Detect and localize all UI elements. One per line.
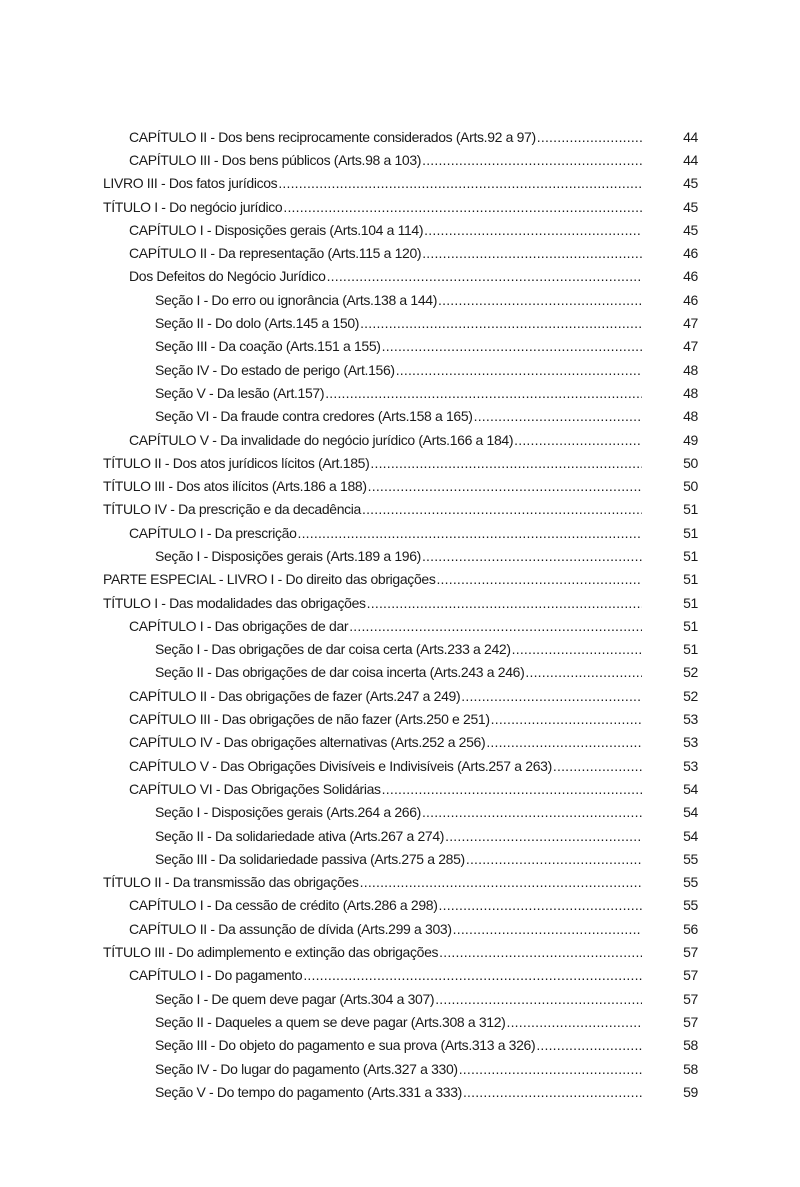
toc-entry-title-with-leader — [103, 362, 642, 378]
toc-entry-title-with-leader — [103, 268, 642, 284]
toc-entry — [103, 1034, 698, 1057]
toc-entry — [103, 661, 698, 684]
toc-entry-title-with-leader — [103, 944, 642, 960]
dot-leader — [327, 268, 642, 284]
toc-entry-title-with-leader — [103, 711, 642, 727]
toc-entry — [103, 917, 698, 940]
toc-entry — [103, 265, 698, 288]
toc-entry-title: Seção II - Do dolo (Arts.145 a 150) — [155, 315, 360, 332]
toc-entry — [103, 405, 698, 428]
toc-entry-page-number: 49 — [683, 431, 698, 448]
toc-entry-page-number: 54 — [683, 804, 698, 821]
toc-entry — [103, 731, 698, 754]
dot-leader — [514, 432, 642, 448]
dot-leader — [396, 362, 642, 378]
toc-entry — [103, 451, 698, 474]
dot-leader — [382, 781, 642, 797]
toc-entry-title: LIVRO III - Dos fatos jurídicos — [103, 175, 278, 192]
toc-entry — [103, 498, 698, 521]
toc-entry-title: CAPÍTULO III - Dos bens públicos (Arts.98 a 103) — [129, 151, 422, 168]
toc-entry-page-number: 45 — [683, 221, 698, 238]
dot-leader — [507, 1014, 643, 1030]
toc-entry-title-with-leader — [103, 688, 642, 704]
toc-entry-page-number: 44 — [683, 128, 698, 145]
toc-entry — [103, 172, 698, 195]
toc-entry — [103, 1057, 698, 1080]
dot-leader — [439, 944, 642, 960]
toc-entry-title-with-leader — [103, 408, 642, 424]
toc-entry-page-number: 58 — [683, 1060, 698, 1077]
toc-entry-title-with-leader — [103, 222, 642, 238]
toc-entry-title-with-leader — [103, 385, 642, 401]
toc-entry-title: CAPÍTULO II - Das obrigações de fazer (Arts.247 a 249) — [129, 687, 461, 704]
toc-entry-page-number: 53 — [683, 757, 698, 774]
toc-entry-title: TÍTULO I - Das modalidades das obrigações — [103, 594, 366, 611]
dot-leader — [435, 991, 642, 1007]
toc-entry-title-with-leader — [103, 921, 642, 937]
toc-entry-page-number: 46 — [683, 245, 698, 262]
toc-entry-page-number: 59 — [683, 1083, 698, 1100]
dot-leader — [553, 758, 642, 774]
dot-leader — [424, 222, 642, 238]
toc-entry-title-with-leader — [103, 571, 642, 587]
dot-leader — [445, 828, 642, 844]
toc-entry-title: TÍTULO II - Dos atos jurídicos lícitos (Art.185) — [103, 454, 370, 471]
toc-entry-title-with-leader — [103, 455, 642, 471]
dot-leader — [537, 129, 642, 145]
toc-entry — [103, 218, 698, 241]
toc-entry-title-with-leader — [103, 967, 642, 983]
toc-entry — [103, 568, 698, 591]
toc-entry-title-with-leader — [103, 245, 642, 261]
dot-leader — [463, 1084, 642, 1100]
toc-entry-title-with-leader — [103, 991, 642, 1007]
toc-entry-title: Seção V - Do tempo do pagamento (Arts.331 a 333) — [155, 1083, 462, 1100]
toc-entry-title-with-leader — [103, 1061, 642, 1077]
toc-entry — [103, 754, 698, 777]
toc-entry-page-number: 54 — [683, 827, 698, 844]
toc-entry-title: Seção I - De quem deve pagar (Arts.304 a 307) — [155, 990, 435, 1007]
toc-entry-page-number: 56 — [683, 920, 698, 937]
toc-entry-page-number: 54 — [683, 780, 698, 797]
toc-entry-title-with-leader — [103, 175, 642, 191]
toc-entry — [103, 940, 698, 963]
table-of-contents — [103, 125, 698, 1103]
dot-leader — [367, 595, 642, 611]
toc-entry — [103, 591, 698, 614]
toc-entry-title-with-leader — [103, 1037, 642, 1053]
toc-entry-title: CAPÍTULO I - Do pagamento — [129, 967, 303, 984]
toc-entry — [103, 777, 698, 800]
dot-leader — [303, 967, 642, 983]
toc-entry-page-number: 57 — [683, 990, 698, 1007]
toc-entry — [103, 614, 698, 637]
toc-entry-title-with-leader — [103, 292, 642, 308]
toc-entry-page-number: 51 — [683, 641, 698, 658]
toc-entry-title-with-leader — [103, 432, 642, 448]
toc-entry — [103, 381, 698, 404]
toc-entry-title: Seção I - Do erro ou ignorância (Arts.138 a 144) — [155, 291, 438, 308]
dot-leader — [461, 688, 642, 704]
toc-entry-page-number: 53 — [683, 711, 698, 728]
toc-entry-page-number: 55 — [683, 874, 698, 891]
toc-entry-title-with-leader — [103, 501, 642, 517]
toc-entry — [103, 474, 698, 497]
toc-entry-title: TÍTULO II - Da transmissão das obrigações — [103, 874, 359, 891]
toc-entry-page-number: 45 — [683, 175, 698, 192]
toc-entry-page-number: 44 — [683, 151, 698, 168]
dot-leader — [536, 1037, 642, 1053]
toc-entry — [103, 638, 698, 661]
toc-entry — [103, 894, 698, 917]
toc-entry-title-with-leader — [103, 338, 642, 354]
toc-entry — [103, 847, 698, 870]
toc-entry-page-number: 48 — [683, 384, 698, 401]
toc-entry-title-with-leader — [103, 129, 642, 145]
toc-entry-page-number: 58 — [683, 1037, 698, 1054]
toc-entry-title: PARTE ESPECIAL - LIVRO I - Do direito das obrigações — [103, 571, 436, 588]
toc-entry — [103, 1080, 698, 1103]
toc-entry-title: CAPÍTULO II - Dos bens reciprocamente considerados (Arts.92 a 97) — [129, 128, 536, 145]
dot-leader — [362, 501, 642, 517]
toc-entry-title: CAPÍTULO V - Da invalidade do negócio jurídico (Arts.166 a 184) — [129, 431, 514, 448]
toc-entry — [103, 544, 698, 567]
dot-leader — [278, 175, 642, 191]
toc-entry-title-with-leader — [103, 152, 642, 168]
toc-entry — [103, 311, 698, 334]
toc-entry-title: Seção III - Do objeto do pagamento e sua prova (Arts.313 a 326) — [155, 1037, 536, 1054]
toc-entry-title-with-leader — [103, 828, 642, 844]
toc-entry-title: Dos Defeitos do Negócio Jurídico — [129, 268, 326, 285]
dot-leader — [349, 618, 642, 634]
toc-entry-title-with-leader — [103, 315, 642, 331]
toc-entry-title-with-leader — [103, 618, 642, 634]
toc-entry-title: Seção II - Das obrigações de dar coisa incerta (Arts.243 a 246) — [155, 664, 525, 681]
toc-entry-page-number: 57 — [683, 967, 698, 984]
toc-entry-title: CAPÍTULO I - Da cessão de crédito (Arts.286 a 298) — [129, 897, 438, 914]
toc-entry-title-with-leader — [103, 664, 642, 680]
toc-entry — [103, 335, 698, 358]
toc-entry-title-with-leader — [103, 804, 642, 820]
dot-leader — [438, 292, 642, 308]
dot-leader — [525, 664, 642, 680]
toc-entry-title: Seção IV - Do estado de perigo (Art.156) — [155, 361, 395, 378]
toc-entry-page-number: 51 — [683, 524, 698, 541]
dot-leader — [474, 408, 642, 424]
dot-leader — [436, 571, 642, 587]
toc-entry-title: CAPÍTULO III - Das obrigações de não fazer (Arts.250 e 251) — [129, 711, 490, 728]
dot-leader — [486, 734, 642, 750]
toc-entry — [103, 801, 698, 824]
toc-entry-title: TÍTULO III - Do adimplemento e extinção das obrigações — [103, 944, 439, 961]
toc-entry-page-number: 57 — [683, 1013, 698, 1030]
toc-entry — [103, 428, 698, 451]
dot-leader — [298, 525, 643, 541]
toc-entry-title: CAPÍTULO V - Das Obrigações Divisíveis e Indivisíveis (Arts.257 a 263) — [129, 757, 552, 774]
toc-entry — [103, 148, 698, 171]
toc-entry — [103, 288, 698, 311]
dot-leader — [422, 152, 642, 168]
dot-leader — [512, 641, 642, 657]
toc-entry-title: Seção III - Da coação (Arts.151 a 155) — [155, 338, 381, 355]
toc-entry-page-number: 48 — [683, 361, 698, 378]
dot-leader — [382, 338, 642, 354]
toc-entry-title: CAPÍTULO II - Da assunção de dívida (Arts.299 a 303) — [129, 920, 452, 937]
dot-leader — [466, 851, 642, 867]
toc-entry-title: Seção I - Disposições gerais (Arts.189 a 196) — [155, 547, 421, 564]
dot-leader — [360, 315, 642, 331]
toc-entry — [103, 125, 698, 148]
dot-leader — [360, 874, 642, 890]
toc-entry-page-number: 45 — [683, 198, 698, 215]
toc-entry — [103, 987, 698, 1010]
toc-entry-title: Seção IV - Do lugar do pagamento (Arts.327 a 330) — [155, 1060, 458, 1077]
toc-entry-title: TÍTULO III - Dos atos ilícitos (Arts.186 a 188) — [103, 478, 367, 495]
toc-entry-title: TÍTULO I - Do negócio jurídico — [103, 198, 283, 215]
toc-entry-page-number: 51 — [683, 617, 698, 634]
toc-entry-title: Seção VI - Da fraude contra credores (Arts.158 a 165) — [155, 408, 473, 425]
dot-leader — [422, 245, 642, 261]
toc-entry-page-number: 52 — [683, 687, 698, 704]
toc-entry-title-with-leader — [103, 478, 642, 494]
toc-entry-page-number: 53 — [683, 734, 698, 751]
toc-entry-title: CAPÍTULO IV - Das obrigações alternativas (Arts.252 a 256) — [129, 734, 486, 751]
dot-leader — [422, 548, 642, 564]
toc-entry-title: Seção II - Da solidariedade ativa (Arts.267 a 274) — [155, 827, 445, 844]
toc-entry-page-number: 51 — [683, 594, 698, 611]
toc-entry-title-with-leader — [103, 874, 642, 890]
toc-entry-page-number: 55 — [683, 850, 698, 867]
dot-leader — [283, 199, 642, 215]
toc-entry-title-with-leader — [103, 525, 642, 541]
dot-leader — [325, 385, 642, 401]
toc-entry-title: Seção III - Da solidariedade passiva (Arts.275 a 285) — [155, 850, 465, 867]
toc-entry-title: Seção I - Disposições gerais (Arts.264 a 266) — [155, 804, 421, 821]
toc-entry-page-number: 50 — [683, 478, 698, 495]
toc-entry-title-with-leader — [103, 781, 642, 797]
toc-entry-title-with-leader — [103, 595, 642, 611]
toc-entry-title-with-leader — [103, 641, 642, 657]
toc-entry-title: TÍTULO IV - Da prescrição e da decadência — [103, 501, 361, 518]
toc-entry-title: Seção II - Daqueles a quem se deve pagar (Arts.308 a 312) — [155, 1013, 506, 1030]
toc-entry-page-number: 46 — [683, 268, 698, 285]
toc-entry-title: CAPÍTULO I - Da prescrição — [129, 524, 297, 541]
toc-entry-title: Seção V - Da lesão (Art.157) — [155, 384, 325, 401]
toc-entry-page-number: 51 — [683, 571, 698, 588]
toc-entry — [103, 195, 698, 218]
toc-entry-title-with-leader — [103, 1014, 642, 1030]
dot-leader — [453, 921, 642, 937]
toc-entry-title-with-leader — [103, 851, 642, 867]
toc-entry — [103, 871, 698, 894]
toc-entry-page-number: 55 — [683, 897, 698, 914]
toc-entry — [103, 358, 698, 381]
toc-entry-title: CAPÍTULO I - Das obrigações de dar — [129, 617, 349, 634]
dot-leader — [459, 1061, 642, 1077]
toc-entry-title: CAPÍTULO I - Disposições gerais (Arts.104 a 114) — [129, 221, 424, 238]
toc-entry-page-number: 48 — [683, 408, 698, 425]
toc-entry-title-with-leader — [103, 548, 642, 564]
toc-entry-page-number: 47 — [683, 338, 698, 355]
toc-entry-title-with-leader — [103, 897, 642, 913]
toc-entry — [103, 707, 698, 730]
toc-entry-page-number: 47 — [683, 315, 698, 332]
toc-entry-title-with-leader — [103, 1084, 642, 1100]
toc-entry-page-number: 46 — [683, 291, 698, 308]
toc-entry-page-number: 52 — [683, 664, 698, 681]
toc-entry — [103, 964, 698, 987]
dot-leader — [439, 897, 642, 913]
toc-entry — [103, 684, 698, 707]
dot-leader — [422, 804, 642, 820]
toc-entry — [103, 1010, 698, 1033]
toc-entry-title-with-leader — [103, 758, 642, 774]
toc-entry-title-with-leader — [103, 734, 642, 750]
toc-entry-title-with-leader — [103, 199, 642, 215]
dot-leader — [491, 711, 642, 727]
toc-entry — [103, 241, 698, 264]
dot-leader — [370, 455, 642, 471]
dot-leader — [368, 478, 642, 494]
toc-entry — [103, 521, 698, 544]
toc-entry-title: CAPÍTULO II - Da representação (Arts.115 a 120) — [129, 245, 422, 262]
toc-entry-title: Seção I - Das obrigações de dar coisa certa (Arts.233 a 242) — [155, 641, 511, 658]
toc-entry-page-number: 51 — [683, 547, 698, 564]
toc-entry — [103, 824, 698, 847]
toc-entry-title: CAPÍTULO VI - Das Obrigações Solidárias — [129, 780, 381, 797]
toc-entry-page-number: 57 — [683, 944, 698, 961]
toc-entry-page-number: 51 — [683, 501, 698, 518]
toc-entry-page-number: 50 — [683, 454, 698, 471]
